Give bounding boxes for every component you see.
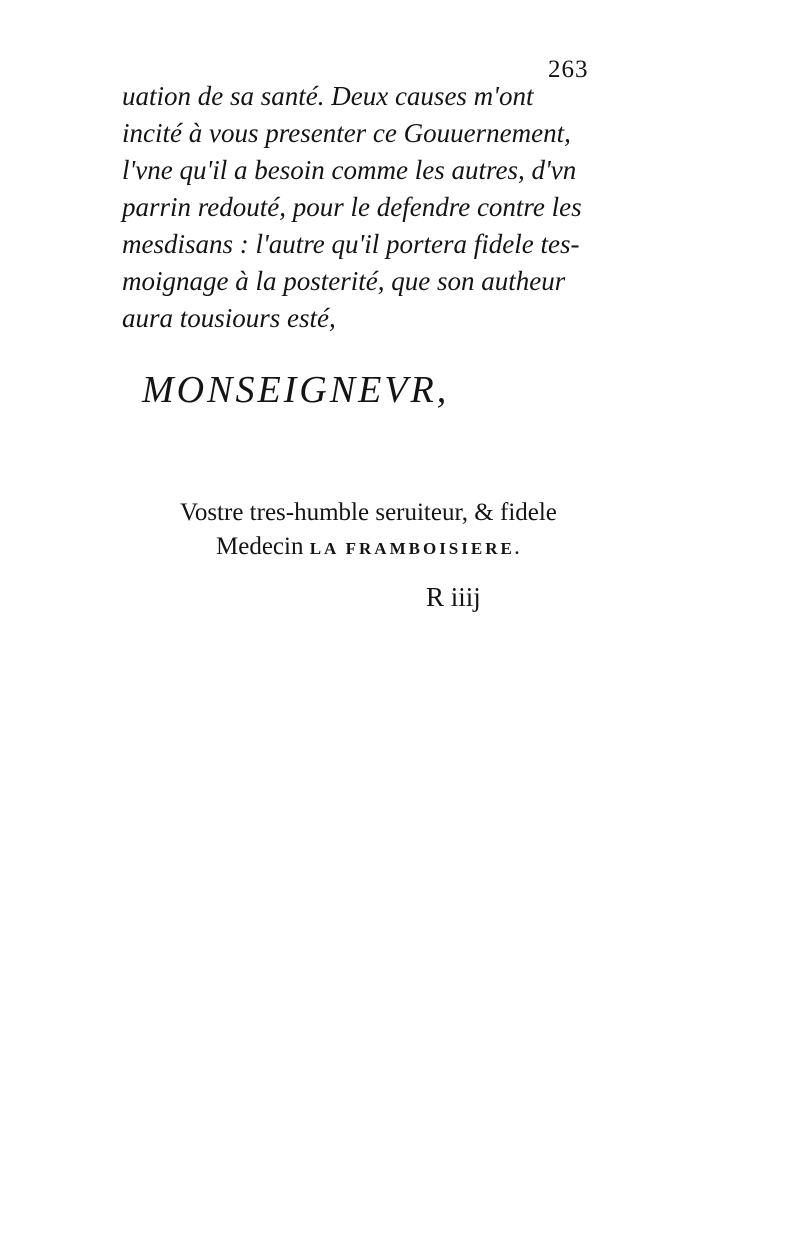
text-line: mesdisans : l'autre qu'il portera fidele tes- (122, 229, 580, 259)
author-line (180, 530, 557, 566)
page-number: 263 (548, 56, 589, 83)
text-line: incité à vous presenter ce Gouuernement, (122, 118, 571, 148)
text-line: l'vne qu'il a besoin comme les autres, d'vn (122, 155, 577, 185)
text-line: aura tousiours esté, (122, 303, 336, 333)
body-paragraph (122, 78, 602, 337)
text-line: uation de sa santé. Deux causes m'ont (122, 81, 534, 111)
text-line: parrin redouté, pour le defendre contre les (122, 192, 582, 222)
author-title: Medecin (216, 533, 310, 560)
closing-signature-block (180, 496, 557, 566)
closing-line: Vostre tres-humble seruiteur, & fidele (180, 499, 557, 526)
signature-mark: R iiij (426, 582, 481, 612)
author-name: LA FRAMBOISIERE. (309, 539, 523, 558)
text-line: moignage à la posterité, que son autheur (122, 266, 566, 296)
salutation-heading: MONSEIGNEVR, (142, 369, 450, 411)
